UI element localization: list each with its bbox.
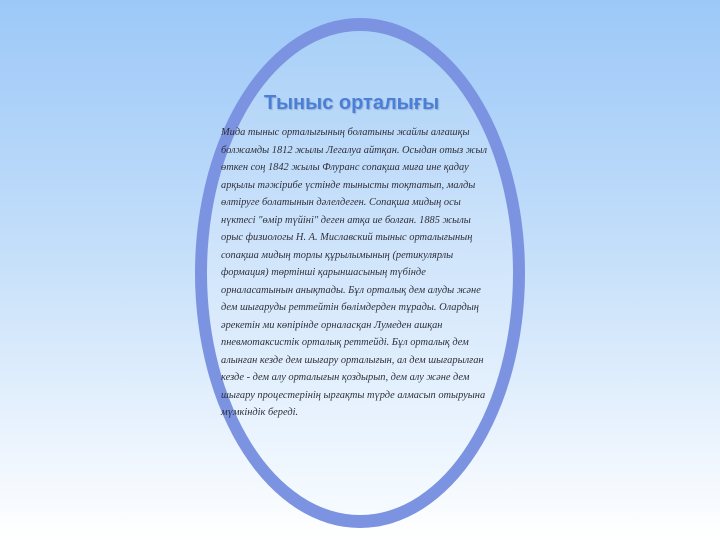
slide-title: Тыныс орталығы (264, 92, 440, 114)
body-line: орыс физиологы Н. А. Миславский тыныс орталығының (221, 232, 473, 243)
body-line: өлтіруге болатынын дәлелдеген. Сопақша мидың осы (221, 197, 461, 208)
body-paragraph (221, 124, 511, 422)
body-line: мүмкіндік береді. (221, 407, 299, 418)
body-line: сопақша мидың торлы құрылымының (ретикулярлы (221, 249, 454, 261)
body-line: формация) төртінші қарыншасының түбінде (221, 267, 426, 278)
body-line: нүктесі "өмір түйіні" деген атқа ие болған. 1885 жылы (221, 214, 471, 226)
body-line: өткен соң 1842 жылы Флуранс сопақша миға ине қадау (221, 162, 469, 173)
body-line: шығару процестерінің ырғақты түрде алмасып отыруына (221, 389, 486, 401)
body-line: Мида тыныс орталығының болатыны жайлы алғашқы (221, 127, 470, 138)
body-line: болжамды 1812 жылы Легалуа айтқан. Осыдан отыз жыл (221, 144, 488, 156)
body-line: арқылы тәжірибе үстінде тынысты тоқтатып, малды (221, 179, 476, 191)
body-line: пневмотаксистік орталық реттейді. Бұл орталық дем (221, 337, 469, 348)
body-line: орналасатынын анықтады. Бұл орталық дем алуды және (221, 284, 481, 296)
body-line: әрекетін ми көпірінде орналасқан Лумеден ашқан (221, 319, 443, 331)
body-line: алынған кезде дем шығару орталығын, ал дем шығарылған (221, 354, 484, 366)
body-line: дем шығаруды реттейтін бөлімдерден тұрады. Олардың (221, 302, 479, 313)
body-line: кезде - дем алу орталығын қоздырып, дем алу және дем (221, 372, 470, 383)
